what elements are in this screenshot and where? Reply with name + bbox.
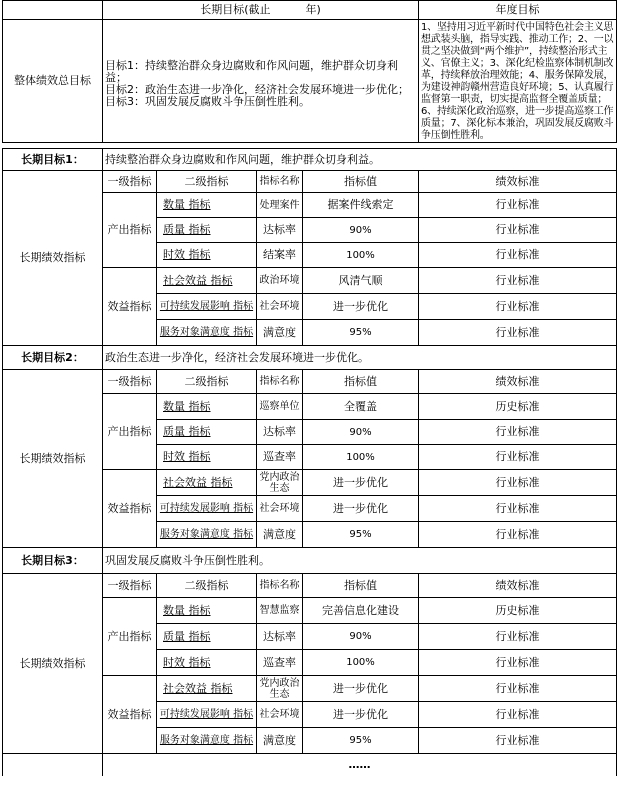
goal-title-row: [3, 149, 617, 171]
level1-header: 一级指标: [103, 574, 157, 598]
indicator-name-cell: 达标率: [257, 420, 303, 445]
long-term-header: 长期目标(截止 年): [103, 1, 419, 20]
indicator-value-cell: 完善信息化建设: [303, 598, 419, 624]
indicator-name-cell: 满意度: [257, 728, 303, 754]
indicator-name-cell: 巡查率: [257, 445, 303, 470]
goal-title-row: [3, 548, 617, 574]
indicator-name-cell: 处理案件: [257, 193, 303, 218]
standard-cell: 行业标准: [419, 728, 617, 754]
annual-header: 年度目标: [419, 1, 617, 20]
standard-cell: 历史标准: [419, 394, 617, 420]
indicator-value-cell: 95%: [303, 522, 419, 548]
level2-cell: 服务对象满意度 指标: [157, 320, 257, 346]
standard-header: 绩效标准: [419, 171, 617, 193]
overall-goal-label: 整体绩效总目标: [3, 20, 103, 143]
indicator-name-cell: 社会环境: [257, 294, 303, 320]
goal-text: 持续整治群众身边腐败和作风问题，维护群众切身利益。: [103, 149, 617, 171]
indicator-value-cell: 90%: [303, 420, 419, 445]
indicator-value-cell: 进一步优化: [303, 676, 419, 702]
level2-cell: 服务对象满意度 指标: [157, 728, 257, 754]
level2-cell: 可持续发展影响 指标: [157, 702, 257, 728]
goal-title: 长期目标3：: [3, 548, 103, 574]
column-header-row: [3, 370, 617, 394]
indicator-value-cell: 100%: [303, 243, 419, 268]
indicator-value-cell: 进一步优化: [303, 496, 419, 522]
standard-cell: 行业标准: [419, 650, 617, 676]
level2-cell: 时效 指标: [157, 650, 257, 676]
goal-text: 巩固发展反腐败斗争压倒性胜利。: [103, 548, 617, 574]
indicator-name-cell: 党内政治生态: [257, 470, 303, 496]
goal-title-row: [3, 346, 617, 370]
level1-header: 一级指标: [103, 370, 157, 394]
standard-cell: 行业标准: [419, 496, 617, 522]
indicator-name-cell: 巡查率: [257, 650, 303, 676]
ellipsis-row: [3, 754, 617, 776]
output-label: 产出指标: [103, 394, 157, 470]
indicator-name-cell: 党内政治生态: [257, 676, 303, 702]
indicator-name-cell: 满意度: [257, 522, 303, 548]
goal-title: 长期目标1：: [3, 149, 103, 171]
level2-cell: 可持续发展影响 指标: [157, 496, 257, 522]
level2-header: 二级指标: [157, 171, 257, 193]
indicator-value-cell: 90%: [303, 624, 419, 650]
indicator-value-header: 指标值: [303, 370, 419, 394]
output-label: 产出指标: [103, 598, 157, 676]
standard-header: 绩效标准: [419, 574, 617, 598]
standard-cell: 行业标准: [419, 243, 617, 268]
standard-cell: 行业标准: [419, 268, 617, 294]
side-label: 长期绩效指标: [3, 171, 103, 346]
level2-header: 二级指标: [157, 370, 257, 394]
indicator-name-header: 指标名称: [257, 171, 303, 193]
indicator-value-cell: 90%: [303, 218, 419, 243]
level2-cell: 社会效益 指标: [157, 268, 257, 294]
indicator-value-header: 指标值: [303, 574, 419, 598]
standard-cell: 行业标准: [419, 445, 617, 470]
standard-header: 绩效标准: [419, 370, 617, 394]
column-header-row: [3, 574, 617, 598]
standard-cell: 行业标准: [419, 676, 617, 702]
indicator-value-cell: 进一步优化: [303, 294, 419, 320]
level2-cell: 数量 指标: [157, 193, 257, 218]
ellipsis: ……: [103, 754, 617, 776]
side-label: 长期绩效指标: [3, 370, 103, 548]
indicator-name-cell: 政治环境: [257, 268, 303, 294]
indicator-value-cell: 100%: [303, 650, 419, 676]
indicator-name-cell: 结案率: [257, 243, 303, 268]
standard-cell: 行业标准: [419, 218, 617, 243]
indicator-value-cell: 风清气顺: [303, 268, 419, 294]
level2-cell: 时效 指标: [157, 243, 257, 268]
standard-cell: 行业标准: [419, 294, 617, 320]
level2-cell: 服务对象满意度 指标: [157, 522, 257, 548]
level2-cell: 质量 指标: [157, 218, 257, 243]
blank-header-cell: [3, 1, 103, 20]
indicator-value-cell: 进一步优化: [303, 470, 419, 496]
goal-text: 政治生态进一步净化，经济社会发展环境进一步优化。: [103, 346, 617, 370]
indicator-name-header: 指标名称: [257, 370, 303, 394]
level2-cell: 数量 指标: [157, 598, 257, 624]
overall-long-term-text: 目标1：持续整治群众身边腐败和作风问题，维护群众切身利益； 目标2：政治生态进一步净化，经济社会发展环境进一步优化； 目标3：巩固发展反腐败斗争压倒性胜利。: [103, 20, 419, 143]
benefit-label: 效益指标: [103, 676, 157, 754]
level2-header: 二级指标: [157, 574, 257, 598]
indicator-value-cell: 95%: [303, 320, 419, 346]
indicator-name-cell: 达标率: [257, 218, 303, 243]
header-row: [3, 1, 617, 20]
indicator-name-cell: 巡察单位: [257, 394, 303, 420]
output-label: 产出指标: [103, 193, 157, 268]
indicator-name-cell: 智慧监察: [257, 598, 303, 624]
standard-cell: 行业标准: [419, 624, 617, 650]
indicator-value-cell: 据案件线索定: [303, 193, 419, 218]
indicator-name-header: 指标名称: [257, 574, 303, 598]
level2-cell: 质量 指标: [157, 420, 257, 445]
side-label: 长期绩效指标: [3, 574, 103, 754]
column-header-row: [3, 171, 617, 193]
standard-cell: 行业标准: [419, 320, 617, 346]
ellipsis-left-cell: [3, 754, 103, 776]
indicator-value-cell: 全覆盖: [303, 394, 419, 420]
indicator-value-cell: 95%: [303, 728, 419, 754]
indicator-value-cell: 进一步优化: [303, 702, 419, 728]
level2-cell: 质量 指标: [157, 624, 257, 650]
overall-goal-row: [3, 20, 617, 143]
standard-cell: 行业标准: [419, 522, 617, 548]
level2-cell: 数量 指标: [157, 394, 257, 420]
indicator-name-cell: 满意度: [257, 320, 303, 346]
standard-cell: 历史标准: [419, 598, 617, 624]
indicator-name-cell: 社会环境: [257, 496, 303, 522]
standard-cell: 行业标准: [419, 702, 617, 728]
standard-cell: 行业标准: [419, 193, 617, 218]
standard-cell: 行业标准: [419, 470, 617, 496]
overall-annual-text: 1、坚持用习近平新时代中国特色社会主义思想武装头脑，指导实践、推动工作；2、一以贯之坚决做到“两个维护”，持续整治形式主义、官僚主义；3、深化纪检监察体制机制改革，持续释放治理效能；4、服务保障发展，为建设神韵赣州营造良好环境；5、认真履行监督第一职责，切实提高监督全覆盖质量；6、持续深化政治巡察，进一步提高巡察工作质量；7、深化标本兼治，巩固发展反腐败斗争压倒性胜利。: [419, 20, 617, 143]
indicator-value-cell: 100%: [303, 445, 419, 470]
level2-cell: 可持续发展影响 指标: [157, 294, 257, 320]
benefit-label: 效益指标: [103, 268, 157, 346]
level1-header: 一级指标: [103, 171, 157, 193]
level2-cell: 时效 指标: [157, 445, 257, 470]
indicator-value-header: 指标值: [303, 171, 419, 193]
level2-cell: 社会效益 指标: [157, 470, 257, 496]
goal-title: 长期目标2：: [3, 346, 103, 370]
indicator-name-cell: 达标率: [257, 624, 303, 650]
indicator-name-cell: 社会环境: [257, 702, 303, 728]
level2-cell: 社会效益 指标: [157, 676, 257, 702]
performance-goal-table: [2, 0, 617, 776]
benefit-label: 效益指标: [103, 470, 157, 548]
standard-cell: 行业标准: [419, 420, 617, 445]
